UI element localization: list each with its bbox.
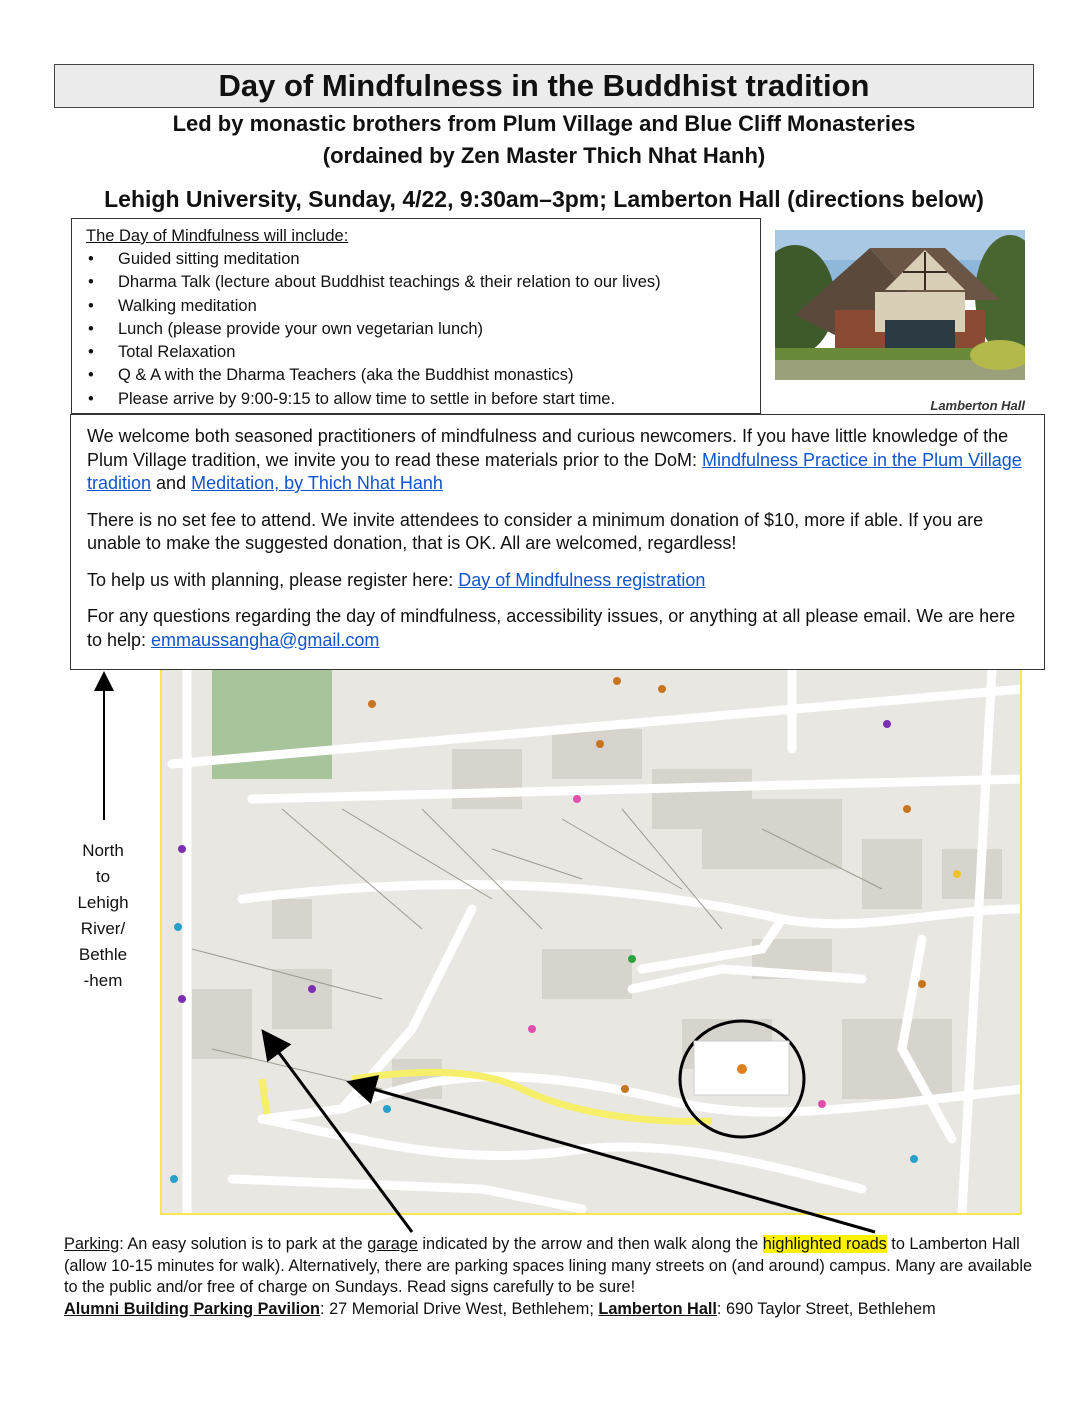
parking-label: Parking xyxy=(64,1235,120,1253)
welcome-text: We welcome both seasoned practitioners of mindfulness and curious newcomers. If you have little knowledge of the Plum Village tradition, we invite you to read these materials prior to the DoM: xyxy=(87,426,1009,470)
parking-text: to Lamberton Hall (allow 10-15 minutes for walk). Alternatively, there are parking spaces lining many streets on (and around) campus. Many are available to the public and/or free of charge on Sundays. Read signs carefully to be sure! xyxy=(64,1235,1033,1296)
schedule-header: The Day of Mindfulness will include: xyxy=(86,227,349,245)
questions-text: For any questions regarding the day of mindfulness, accessibility issues, or anything at all please email. We are here to help: xyxy=(87,606,1016,650)
donation-paragraph: There is no set fee to attend. We invite attendees to consider a minimum donation of $10, more if able. If you are unable to make the suggested donation, that is OK. All are welcomed, regardless! xyxy=(87,509,984,553)
register-paragraph xyxy=(87,569,1030,593)
lamberton-hall-photo xyxy=(775,230,1025,380)
campus-map[interactable] xyxy=(160,667,1022,1215)
subtitle-line-2: (ordained by Zen Master Thich Nhat Hanh) xyxy=(322,143,766,168)
welcome-box xyxy=(70,414,1045,670)
lamberton-label: Lamberton Hall xyxy=(598,1299,717,1318)
subtitle-line-1: Led by monastic brothers from Plum Village and Blue Cliff Monasteries xyxy=(172,111,916,136)
questions-paragraph xyxy=(87,605,1030,652)
north-text: River/ xyxy=(80,919,126,938)
and-text: and xyxy=(151,473,192,493)
email-link[interactable]: emmaussangha@gmail.com xyxy=(151,629,380,650)
parking-text: indicated by the arrow and then walk along the xyxy=(417,1235,763,1253)
alumni-parking-label: Alumni Building Parking Pavilion xyxy=(64,1299,321,1318)
highlighted-roads: highlighted roads xyxy=(762,1235,887,1253)
schedule-box xyxy=(71,218,761,414)
north-text: -hem xyxy=(83,971,123,990)
register-text: To help us with planning, please register here: xyxy=(87,569,459,590)
north-text: Lehigh xyxy=(77,893,129,912)
north-text: to xyxy=(95,867,111,886)
list-item: • Q & A with the Dharma Teachers (aka the Buddhist monastics) xyxy=(118,364,760,387)
schedule-list xyxy=(86,248,760,411)
meditation-link[interactable]: Meditation, by Thich Nhat Hanh xyxy=(191,473,443,493)
list-item: • Please arrive by 9:00-9:15 to allow time to settle in before start time. xyxy=(118,388,760,411)
parking-text: : An easy solution is to park at the xyxy=(119,1235,368,1253)
mindfulness-practice-link[interactable]: Mindfulness Practice in the Plum Village tradition xyxy=(87,449,1022,493)
page-title: Day of Mindfulness in the Buddhist tradition xyxy=(54,64,1034,108)
alumni-address: : 27 Memorial Drive West, Bethlehem; xyxy=(320,1299,599,1318)
list-item: • Lunch (please provide your own vegetarian lunch) xyxy=(118,318,760,341)
list-item: • Dharma Talk (lecture about Buddhist teachings & their relation to our lives) xyxy=(118,271,760,294)
list-item: • Guided sitting meditation xyxy=(118,248,760,271)
garage-word: garage xyxy=(367,1235,418,1253)
registration-link[interactable]: Day of Mindfulness registration xyxy=(458,569,706,590)
welcome-paragraph xyxy=(87,425,1030,496)
list-item: • Walking meditation xyxy=(118,295,760,318)
photo-caption: Lamberton Hall xyxy=(930,398,1025,413)
parking-info xyxy=(64,1234,1034,1320)
event-details: Lehigh University, Sunday, 4/22, 9:30am–3pm; Lamberton Hall (directions below) xyxy=(104,186,984,212)
list-item: • Total Relaxation xyxy=(118,341,760,364)
north-text: North xyxy=(82,841,124,860)
north-label xyxy=(68,838,138,994)
lamberton-address: : 690 Taylor Street, Bethlehem xyxy=(716,1299,936,1318)
north-text: Bethle xyxy=(78,945,128,964)
